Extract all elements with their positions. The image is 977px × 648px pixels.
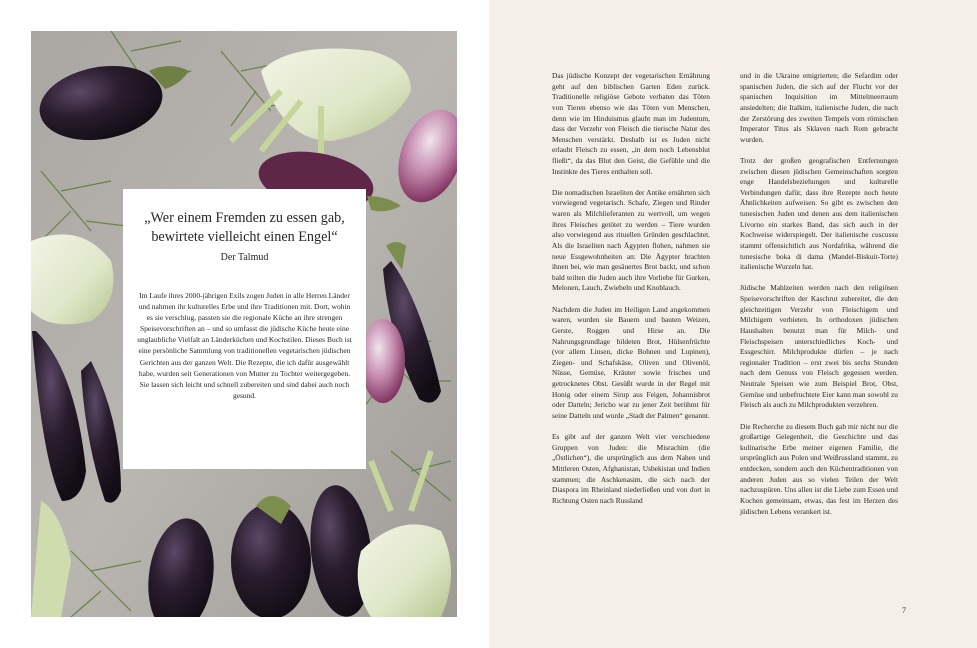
text-column-1 xyxy=(552,71,710,517)
paragraph: Trotz der großen geografischen Entfernungen zwischen diesen jüdischen Gemeinschaften sorgten enge Handelsbeziehungen und kulturelle Verbindungen dafür, dass ihre Rezepte noch heute Ähnlichkeiten aufweisen. So gibt es zwischen den tunesischen Juden und denen aus dem italienischen Livorno ein starkes Band, das sich auch in der Kochweise widerspiegelt. Der italienische cuscussu stammt offensichtlich aus Nordafrika, während die tunesische boka di dama (Mandel-Biskuit-Torte) italienische Wurzeln hat. xyxy=(740,155,898,272)
paragraph: Die Recherche zu diesem Buch gab mir nicht nur die großartige Gelegenheit, die Geschichte und das kulinarische Erbe meiner eigenen Familie, die ursprünglich aus Polen und Weißrussland stammt, zu entdecken, sondern auch den Küchentraditionen von anderen Juden aus so vielen Teilen der Welt nachzuspüren. Uns allen ist die Liebe zum Essen und Kochen gemeinsam, etwas, das fest im Herzen des jüdischen Lebens verankert ist. xyxy=(740,421,898,516)
paragraph: Jüdische Mahlzeiten werden nach den religiösen Speisevorschriften der Kaschrut zubereitet, die den gleichzeitigen Verzehr von Fleischigem und Milchigem verbieten. In orthodoxen jüdischen Haushalten benutzt man für Milch- und Fleischspeisen unterschiedliches Koch- und Essgeschirr. Milchprodukte dürfen – je nach regionaler Tradition – erst zwei bis sechs Stunden nach dem Genuss von Fleisch gegessen werden. Neutrale Speisen wie zum Beispiel Brot, Obst, Gemüse und unbefruchtete Eier kann man sowohl zu Fleisch als auch zu Milchprodukten verzehren. xyxy=(740,283,898,410)
text-column-2 xyxy=(740,71,898,528)
quote-source: Der Talmud xyxy=(220,252,269,263)
quote-box xyxy=(123,189,366,469)
page-number: 7 xyxy=(902,606,906,615)
paragraph: Nachdem die Juden im Heiligen Land angekommen waren, wurden sie Bauern und bauten Weizen, Gerste, Roggen und Hirse an. Die Nahrungsgrundlage bildeten Brot, Hülsenfrüchte (vor allem Linsen, dicke Bohnen und Lupinen), Ziegen- und Schafskäse, Oliven und Olivenöl, Nüsse, Gemüse, Kräuter sowie frisches und getrocknetes Obst. Gesüßt wurde in der Regel mit Honig oder einem Sirup aus Feigen, Johannisbrot oder Datteln; Jericho war zu jener Zeit berühmt für seine Datteln und wurde „Stadt der Palmen“ genannt. xyxy=(552,304,710,420)
paragraph: und in die Ukraine emigrierten; die Sefardim oder spanischen Juden, die sich auf der Flucht vor der spanischen Inquisition im Mittelmeerraum ansiedelten; die Italkim, italienische Juden, die nach der Zerstörung des zweiten Tempels vom römischen Imperator Titus als Sklaven nach Rom gebracht wurden. xyxy=(740,71,898,144)
paragraph: Es gibt auf der ganzen Welt vier verschiedene Gruppen von Juden: die Misrachim (die „Östlichen“), die ursprünglich aus dem Nahen und Mittleren Osten, Afghanistan, Usbekistan und Indien stammen; die Aschkenasim, die sich nach der Diaspora im Rheinland niederließen und von dort in Richtung Osten nach Russland xyxy=(552,432,710,505)
intro-text: Im Laufe ihres 2000-jährigen Exils zogen Juden in alle Herren Länder und nahmen ihr kulturelles Erbe und ihre Traditionen mit. Dort, wohin es sie verschlug, passten sie die regionale Küche an ihre strengen Speisevorschriften an – und so umfasst die jüdische Küche heute eine unglaubliche Vielfalt an Länderküchen und Kochstilen. Dieses Buch ist eine persönliche Sammlung von traditionellen vegetarischen jüdischen Gerichten aus der ganzen Welt. Die Rezepte, die ich dafür ausgewählt habe, wurden seit Generationen von Mutter zu Tochter weitergegeben. Sie lassen sich leicht und schnell zubereiten und sind dabei auch noch gesund. xyxy=(137,291,352,400)
paragraph: Die nomadischen Israeliten der Antike ernährten sich vorwiegend vegetarisch. Schafe, Ziegen und Rinder waren als Milchlieferanten zu wertvoll, um wegen ihres Fleisches getötet zu werden – Tiere wurden also vorwiegend aus rituellen Gründen geschlachtet. Als die Israeliten nach Ägypten flohen, nahmen sie neue Essgewohnheiten an: Die Ägypter brachten ihnen bei, wie man gesäuertes Brot backt, und schon bald teilten die Juden auch ihre Vorliebe für Gurken, Melonen, Lauch, Zwiebeln und Knoblauch. xyxy=(552,187,710,293)
talmud-quote: „Wer einem Fremden zu essen gab, bewirtete vielleicht einen Engel“ xyxy=(144,210,345,245)
paragraph: Das jüdische Konzept der vegetarischen Ernährung geht auf den biblischen Garten Eden zurück. Traditionelle religiöse Gebote verbaten das Töten von Tieren ebenso wie das Töten von Menschen, denn wie im Hinduismus glaubt man im Judentum, dass der Verzehr von Fleisch die tierische Natur des Menschen verstärkt. Deshalb ist es Juden nicht erlaubt Fleisch zu essen, „in dem noch Lebensblut fließt“, da das Blut den Geist, die Gefühle und die Instinkte des Tieres enthalten soll. xyxy=(552,71,710,176)
